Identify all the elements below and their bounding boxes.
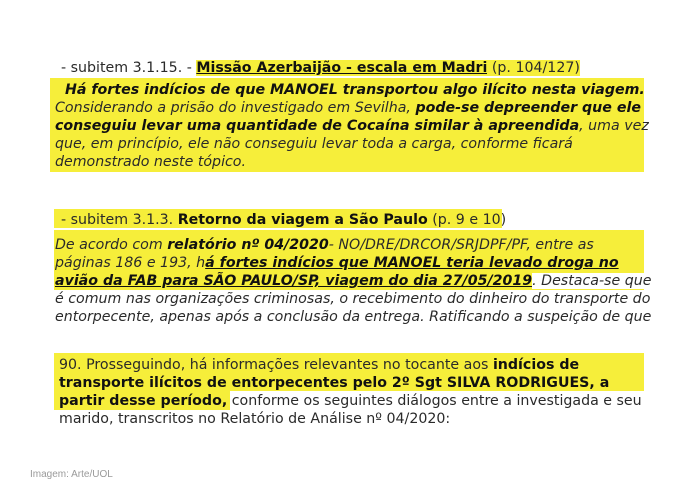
paragraph-line: é comum nas organizações criminosas, o recebimento do dinheiro do transporte do xyxy=(55,291,651,307)
text-run: 90. Prosseguindo, há informações relevantes no tocante aos xyxy=(59,357,493,373)
paragraph-line: entorpecente, apenas após a conclusão da entrega. Ratificando a suspeição de que xyxy=(55,309,652,325)
paragraph-line xyxy=(55,117,649,135)
paragraph-line xyxy=(59,392,642,410)
text-run-bold: partir desse período, xyxy=(59,393,228,409)
text-run-bold: conseguiu levar uma quantidade de Cocaína similar à apreendida xyxy=(55,118,580,134)
text-run: , uma vez xyxy=(579,118,649,134)
paragraph-line xyxy=(59,374,609,392)
text-run-bold: SILVA RODRIGUES xyxy=(446,375,590,391)
paragraph-line xyxy=(55,272,651,290)
text-run-bold: pode-se depreender que ele xyxy=(415,100,641,116)
paragraph-line xyxy=(59,356,579,374)
paragraph-line: marido, transcritos no Relatório de Análise nº 04/2020: xyxy=(59,411,451,427)
text-run-bold: transporte ilícitos de entorpecentes pelo 2º Sgt xyxy=(59,375,447,391)
text-run: . Destaca-se que xyxy=(532,273,652,289)
subitem-page-ref: (p. 9 e 10) xyxy=(427,212,507,228)
subitem-3-1-15-line xyxy=(61,59,580,77)
subitem-3-1-3-line xyxy=(61,211,506,229)
paragraph-line: demonstrado neste tópico. xyxy=(55,154,246,170)
paragraph-line xyxy=(55,254,619,272)
text-run: - NO/DRE/DRCOR/SRJDPF/PF, entre as xyxy=(328,237,594,253)
subitem-prefix: - subitem 3.1.3. xyxy=(61,212,178,228)
text-run-bold: , a xyxy=(589,375,610,391)
paragraph-line: que, em princípio, ele não conseguiu levar toda a carga, conforme ficará xyxy=(55,136,573,152)
subitem-heading: Missão Azerbaijão - escala em Madri xyxy=(196,60,488,76)
text-run-bold: avião da FAB para SÃO PAULO/SP, viagem do dia 27/05/2019 xyxy=(55,273,533,289)
subitem-page-ref: (p. 104/127) xyxy=(487,60,580,76)
paragraph-line xyxy=(55,236,594,254)
text-run: páginas 186 e 193, h xyxy=(55,255,206,271)
paragraph-line: Há fortes indícios de que MANOEL transportou algo ilícito nesta viagem. xyxy=(65,82,645,98)
text-run: conforme os seguintes diálogos entre a investigada e seu xyxy=(227,393,642,409)
image-credit-caption: Imagem: Arte/UOL xyxy=(30,469,113,480)
text-run: Considerando a prisão do investigado em Sevilha, xyxy=(55,100,416,116)
paragraph-line xyxy=(55,99,641,117)
text-run-bold: relatório nº 04/2020 xyxy=(167,237,329,253)
subitem-prefix: - subitem 3.1.15. - xyxy=(61,60,197,76)
text-run-bold: á fortes indícios que MANOEL teria levado droga no xyxy=(205,255,619,271)
text-run: De acordo com xyxy=(55,237,168,253)
text-run-bold: indícios de xyxy=(492,357,580,373)
subitem-heading: Retorno da viagem a São Paulo xyxy=(177,212,428,228)
